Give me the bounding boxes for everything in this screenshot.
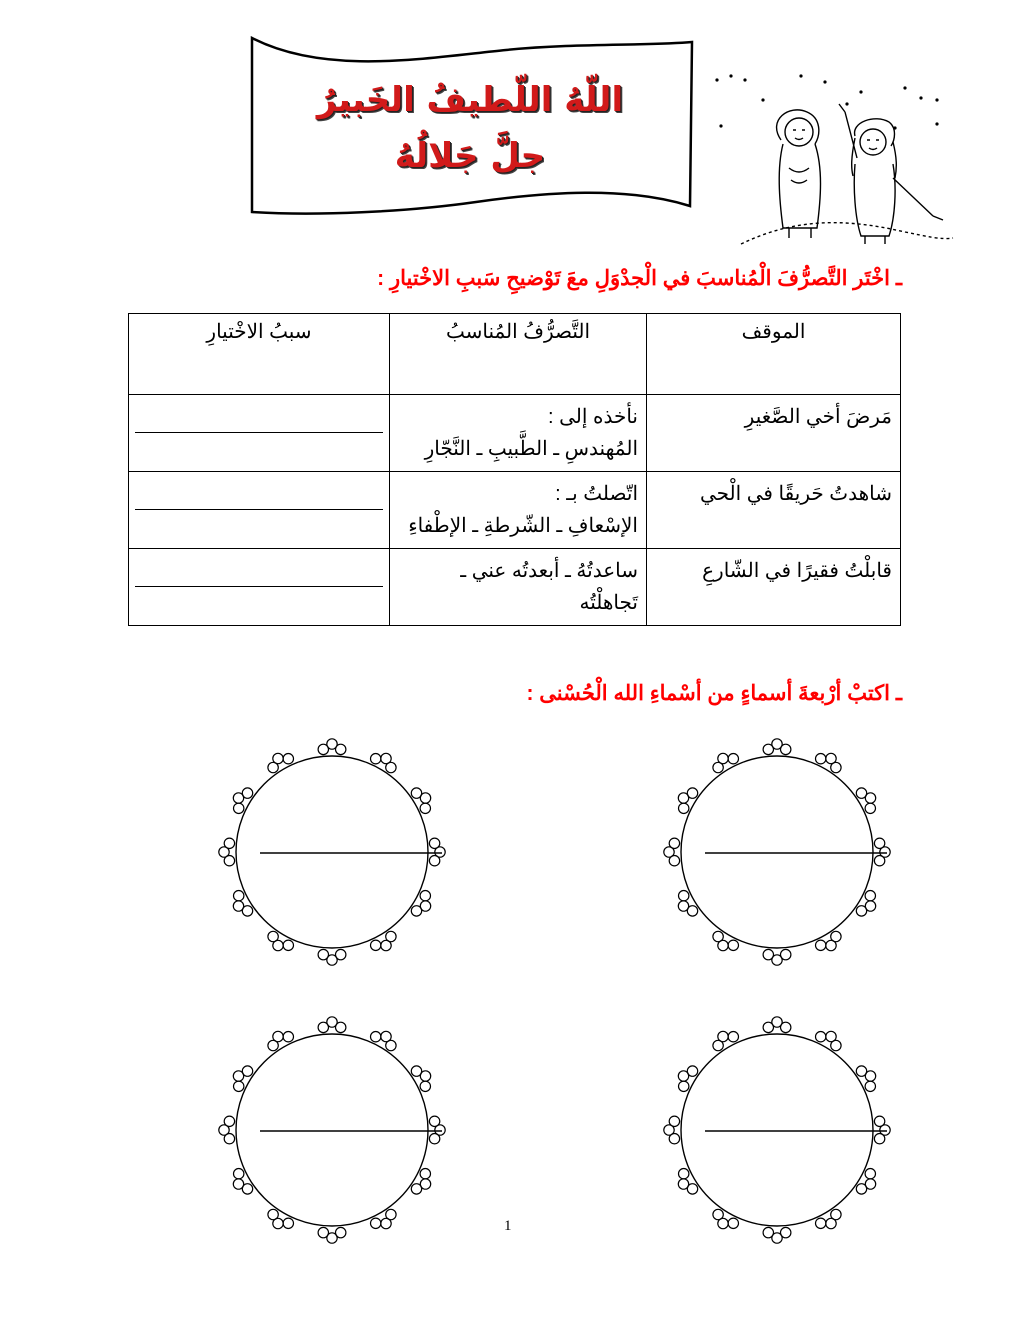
border-loop [273, 1031, 283, 1041]
border-loop [713, 931, 723, 941]
situation-cell: شاهدتُ حَريقًا في الْحي [647, 472, 901, 549]
header-reason: سببُ الاخْتيارِ [129, 314, 390, 395]
border-loop [669, 1116, 679, 1126]
border-loop [728, 1032, 738, 1042]
action-prompt: نأخذه إلى : [548, 406, 638, 428]
border-loop [420, 803, 430, 813]
border-loop [816, 940, 826, 950]
action-options: تَجاهلْتُه [579, 592, 638, 614]
header-situation: الموقف [647, 314, 901, 395]
table-instruction: ـ اخْتَر التَّصرُّفَ الْمُناسبَ في الْجدْوَلِ معَ تَوْضيحِ سَببِ الاخْتيارِ : [377, 267, 902, 290]
action-prompt: اتّصلتُ بـ : [555, 483, 638, 505]
border-loop [283, 1032, 293, 1042]
border-loop [371, 1032, 381, 1042]
border-loop [224, 838, 234, 848]
border-loop [234, 803, 244, 813]
children-pointing-at-stars-icon [705, 68, 955, 246]
border-loop [781, 1022, 791, 1032]
border-loop [856, 906, 866, 916]
reason-answer-cell[interactable] [129, 395, 390, 472]
border-loop [865, 793, 875, 803]
answer-line [135, 586, 383, 587]
border-loop [816, 754, 826, 764]
border-loop [865, 891, 875, 901]
answer-line [135, 509, 383, 510]
border-loop [831, 1040, 841, 1050]
border-loop [283, 1218, 293, 1228]
border-loop [687, 1066, 697, 1076]
border-loop [420, 1071, 430, 1081]
border-loop [679, 891, 689, 901]
table-row [129, 472, 901, 549]
banner-line-1: اللّهُ اللّطيفُ الخَبيرُ [316, 80, 624, 120]
border-loop [763, 949, 773, 959]
border-loop [718, 1031, 728, 1041]
action-prompt: ساعدتُهُ ـ أبعدتُه عني ـ [460, 560, 638, 582]
names-instruction: ـ اكتبْ أرْبعةَ أسماءٍ من أسْماءِ الله الْحُسْنى : [526, 682, 902, 705]
name-answer-circle[interactable] [212, 1010, 452, 1250]
border-loop [318, 1227, 328, 1237]
border-loop [371, 754, 381, 764]
border-loop [679, 803, 689, 813]
border-loop [874, 1134, 884, 1144]
border-loop [687, 788, 697, 798]
loop-border-frame [212, 732, 452, 972]
loop-border-frame [657, 1010, 897, 1250]
border-loop [242, 1066, 252, 1076]
border-loop [728, 1218, 738, 1228]
border-loop [865, 1081, 875, 1091]
border-loop [233, 901, 243, 911]
border-loop [411, 906, 421, 916]
border-loop [781, 744, 791, 754]
circle-outline [681, 756, 873, 948]
border-loop [679, 1081, 689, 1091]
border-loop [283, 940, 293, 950]
border-loop [268, 1209, 278, 1219]
border-loop [816, 1032, 826, 1042]
border-loop [234, 1169, 244, 1179]
border-loop [273, 753, 283, 763]
border-loop [420, 891, 430, 901]
border-loop [856, 1184, 866, 1194]
border-loop [831, 762, 841, 772]
border-loop [429, 856, 439, 866]
border-loop [678, 1179, 688, 1189]
loop-border-frame [212, 1010, 452, 1250]
loop-border-frame [657, 732, 897, 972]
circle-outline [236, 1034, 428, 1226]
border-loop [224, 1116, 234, 1126]
border-loop [718, 753, 728, 763]
table-row [129, 549, 901, 626]
name-answer-circle[interactable] [212, 732, 452, 972]
border-loop [763, 1227, 773, 1237]
border-loop [420, 793, 430, 803]
border-loop [318, 949, 328, 959]
reason-answer-cell[interactable] [129, 549, 390, 626]
border-loop [865, 803, 875, 813]
situation-cell: مَرضَ أخي الصَّغيرِ [647, 395, 901, 472]
banner-title [290, 72, 650, 184]
border-loop [411, 1184, 421, 1194]
border-loop [874, 856, 884, 866]
border-loop [816, 1218, 826, 1228]
action-options: الإسْعافِ ـ الشّرطةِ ـ الإطْفاءِ [408, 515, 638, 537]
page-number: 1 [504, 1218, 512, 1234]
header-action: التَّصرُّفُ المُناسبُ [390, 314, 647, 395]
border-loop [386, 1040, 396, 1050]
circle-outline [236, 756, 428, 948]
border-loop [336, 744, 346, 754]
border-loop [713, 1209, 723, 1219]
border-loop [669, 838, 679, 848]
table-row [129, 395, 901, 472]
action-cell [390, 472, 647, 549]
border-loop [420, 1169, 430, 1179]
situation-cell: قابلْتُ فقيرًا في الشّارعِ [647, 549, 901, 626]
border-loop [234, 1081, 244, 1091]
border-loop [283, 754, 293, 764]
border-loop [826, 1218, 836, 1228]
name-answer-circle[interactable] [657, 732, 897, 972]
border-loop [826, 940, 836, 950]
border-loop [386, 762, 396, 772]
border-loop [371, 940, 381, 950]
table-header-row [129, 314, 901, 395]
banner-line-2: جلَّ جَلالُهُ [394, 136, 546, 176]
action-options: المُهندسِ ـ الطَّبيبِ ـ النَّجّارِ [424, 438, 638, 460]
border-loop [268, 931, 278, 941]
border-loop [429, 1134, 439, 1144]
behavior-choice-table [128, 313, 901, 626]
border-loop [371, 1218, 381, 1228]
name-answer-circle[interactable] [657, 1010, 897, 1250]
reason-answer-cell[interactable] [129, 472, 390, 549]
border-loop [865, 1071, 875, 1081]
border-loop [233, 1179, 243, 1189]
border-loop [728, 754, 738, 764]
border-loop [728, 940, 738, 950]
border-loop [679, 1169, 689, 1179]
circle-outline [681, 1034, 873, 1226]
border-loop [234, 891, 244, 901]
border-loop [242, 788, 252, 798]
answer-line [135, 432, 383, 433]
border-loop [420, 1081, 430, 1091]
action-cell [390, 395, 647, 472]
action-cell [390, 549, 647, 626]
border-loop [381, 940, 391, 950]
border-loop [381, 1218, 391, 1228]
border-loop [336, 1022, 346, 1032]
border-loop [678, 901, 688, 911]
border-loop [865, 1169, 875, 1179]
